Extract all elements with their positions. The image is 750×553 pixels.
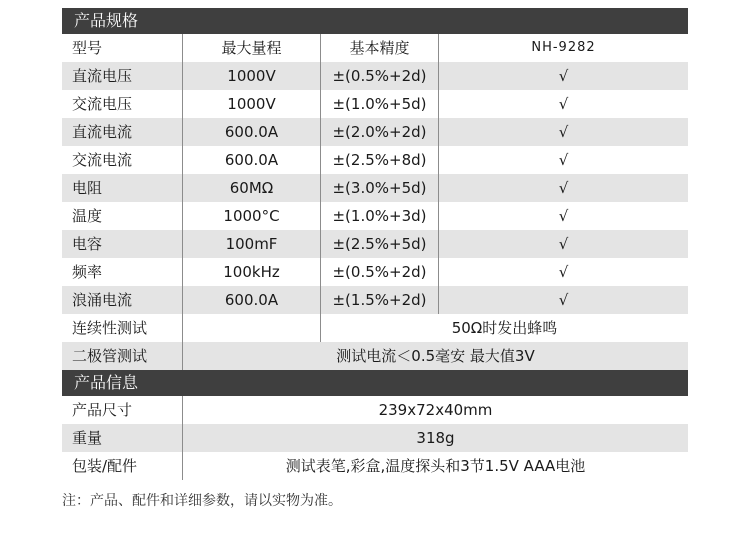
- spec-name: 浪涌电流: [72, 291, 133, 309]
- continuity-row: [62, 314, 688, 342]
- spec-name: 直流电流: [72, 123, 133, 141]
- spec-name: 电容: [72, 235, 103, 253]
- spec-name: 频率: [72, 263, 103, 281]
- package-label: 包装/配件: [72, 457, 138, 475]
- spec-accuracy: ±(0.5%+2d): [320, 62, 438, 90]
- spec-accuracy: ±(1.0%+5d): [320, 90, 438, 118]
- spec-range: 600.0A: [182, 118, 320, 146]
- size-value: 239x72x40mm: [182, 396, 688, 424]
- continuity-value: 50Ω时发出蜂鸣: [320, 314, 688, 342]
- info-section-title: 产品信息: [62, 370, 688, 396]
- spec-check: √: [438, 118, 688, 146]
- spec-check: √: [438, 202, 688, 230]
- diode-value: 测试电流＜0.5毫安 最大值3V: [182, 342, 688, 370]
- continuity-empty-cell: [182, 314, 320, 342]
- spec-accuracy: ±(2.5%+8d): [320, 146, 438, 174]
- spec-range: 600.0A: [182, 286, 320, 314]
- weight-value: 318g: [182, 424, 688, 452]
- weight-label: 重量: [72, 429, 103, 447]
- spec-range: 600.0A: [182, 146, 320, 174]
- spec-range: 1000V: [182, 62, 320, 90]
- spec-row: [62, 146, 688, 174]
- header-accuracy: 基本精度: [320, 34, 438, 62]
- spec-range: 100mF: [182, 230, 320, 258]
- spec-range: 1000°C: [182, 202, 320, 230]
- spec-check: √: [438, 90, 688, 118]
- spec-row: [62, 62, 688, 90]
- spec-check: √: [438, 146, 688, 174]
- spec-accuracy: ±(0.5%+2d): [320, 258, 438, 286]
- weight-row: [62, 424, 688, 452]
- spec-name: 直流电压: [72, 67, 133, 85]
- spec-row: [62, 174, 688, 202]
- spec-name: 温度: [72, 207, 103, 225]
- header-type: 型号: [72, 39, 103, 57]
- spec-row: [62, 258, 688, 286]
- spec-accuracy: ±(2.5%+5d): [320, 230, 438, 258]
- spec-range: 100kHz: [182, 258, 320, 286]
- package-value: 测试表笔,彩盒,温度探头和3节1.5V AAA电池: [182, 452, 688, 480]
- footnote: 注：产品、配件和详细参数，请以实物为准。: [62, 493, 342, 509]
- continuity-label: 连续性测试: [72, 319, 148, 337]
- spec-accuracy: ±(3.0%+5d): [320, 174, 438, 202]
- spec-row: [62, 286, 688, 314]
- spec-sheet: [62, 8, 688, 480]
- header-model: NH-9282: [438, 34, 688, 62]
- spec-check: √: [438, 286, 688, 314]
- spec-name: 交流电流: [72, 151, 133, 169]
- spec-name: 交流电压: [72, 95, 133, 113]
- header-max-range: 最大量程: [182, 34, 320, 62]
- spec-section-title: 产品规格: [62, 8, 688, 34]
- spec-range: 1000V: [182, 90, 320, 118]
- spec-row: [62, 118, 688, 146]
- spec-accuracy: ±(1.0%+3d): [320, 202, 438, 230]
- spec-row: [62, 230, 688, 258]
- spec-check: √: [438, 174, 688, 202]
- spec-accuracy: ±(1.5%+2d): [320, 286, 438, 314]
- package-row: [62, 452, 688, 480]
- spec-header-row: [62, 34, 688, 62]
- diode-row: [62, 342, 688, 370]
- size-label: 产品尺寸: [72, 401, 133, 419]
- size-row: [62, 396, 688, 424]
- spec-range: 60MΩ: [182, 174, 320, 202]
- spec-row: [62, 202, 688, 230]
- spec-check: √: [438, 258, 688, 286]
- spec-name: 电阻: [72, 179, 103, 197]
- spec-accuracy: ±(2.0%+2d): [320, 118, 438, 146]
- spec-check: √: [438, 62, 688, 90]
- spec-check: √: [438, 230, 688, 258]
- diode-label: 二极管测试: [72, 347, 148, 365]
- spec-row: [62, 90, 688, 118]
